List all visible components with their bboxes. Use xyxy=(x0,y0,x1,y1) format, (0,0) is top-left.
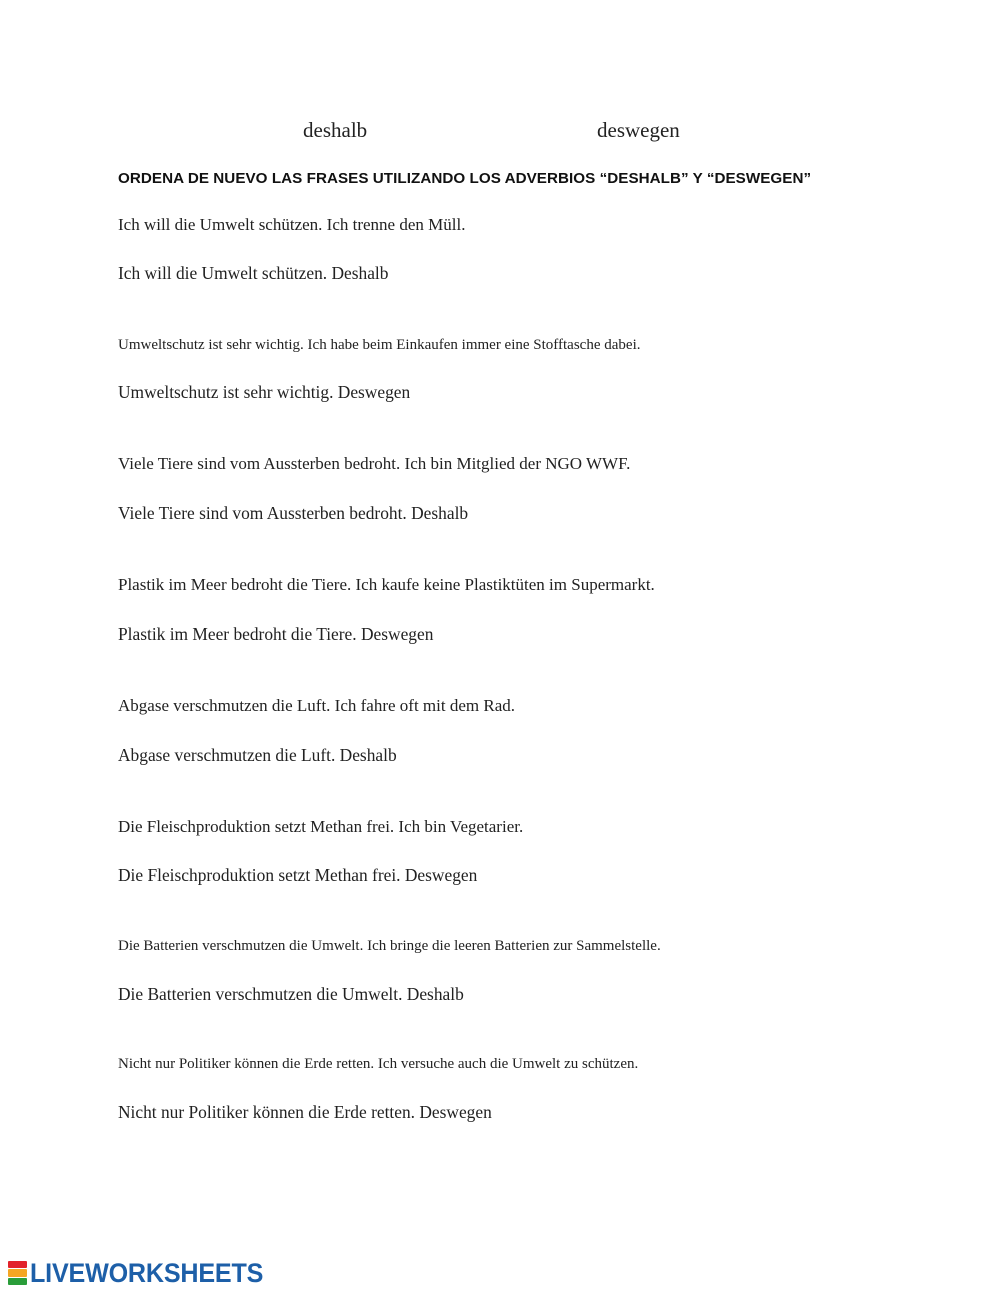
exercise-4-answer[interactable]: Plastik im Meer bedroht die Tiere. Deswegen xyxy=(118,624,434,644)
exercise-3-answer[interactable]: Viele Tiere sind vom Aussterben bedroht. Deshalb xyxy=(118,503,469,523)
header-word-deshalb: deshalb xyxy=(303,118,368,142)
liveworksheets-logo[interactable] xyxy=(8,1259,281,1287)
logo-text: LIVEWORKSHEETS xyxy=(30,1257,264,1288)
exercise-4-sentence: Plastik im Meer bedroht die Tiere. Ich kaufe keine Plastiktüten im Supermarkt. xyxy=(118,575,655,594)
exercise-5-answer[interactable]: Abgase verschmutzen die Luft. Deshalb xyxy=(118,745,397,765)
exercise-7-answer[interactable]: Die Batterien verschmutzen die Umwelt. Deshalb xyxy=(118,984,464,1004)
header-word-deswegen: deswegen xyxy=(597,118,680,142)
exercise-7-sentence: Die Batterien verschmutzen die Umwelt. Ich bringe die leeren Batterien zur Sammelstelle. xyxy=(118,938,661,954)
instruction-heading: ORDENA DE NUEVO LAS FRASES UTILIZANDO LOS ADVERBIOS “DESHALB” Y “DESWEGEN” xyxy=(118,170,812,187)
logo-stripe-red xyxy=(8,1261,27,1268)
exercise-2-sentence: Umweltschutz ist sehr wichtig. Ich habe beim Einkaufen immer eine Stofftasche dabei. xyxy=(118,337,641,353)
exercise-3-sentence: Viele Tiere sind vom Aussterben bedroht. Ich bin Mitglied der NGO WWF. xyxy=(118,454,631,473)
exercise-8-answer[interactable]: Nicht nur Politiker können die Erde retten. Deswegen xyxy=(118,1102,492,1122)
exercise-6-sentence: Die Fleischproduktion setzt Methan frei. Ich bin Vegetarier. xyxy=(118,817,524,836)
logo-stripe-orange xyxy=(8,1269,27,1276)
exercise-1-sentence: Ich will die Umwelt schützen. Ich trenne den Müll. xyxy=(118,215,466,234)
exercise-5-sentence: Abgase verschmutzen die Luft. Ich fahre oft mit dem Rad. xyxy=(118,696,516,715)
exercise-1-answer[interactable]: Ich will die Umwelt schützen. Deshalb xyxy=(118,263,389,283)
logo-mark-icon xyxy=(8,1261,27,1285)
exercise-8-sentence: Nicht nur Politiker können die Erde retten. Ich versuche auch die Umwelt zu schützen. xyxy=(118,1056,639,1072)
logo-stripe-green xyxy=(8,1278,27,1285)
exercise-6-answer[interactable]: Die Fleischproduktion setzt Methan frei. Deswegen xyxy=(118,865,478,885)
exercise-2-answer[interactable]: Umweltschutz ist sehr wichtig. Deswegen xyxy=(118,382,411,402)
